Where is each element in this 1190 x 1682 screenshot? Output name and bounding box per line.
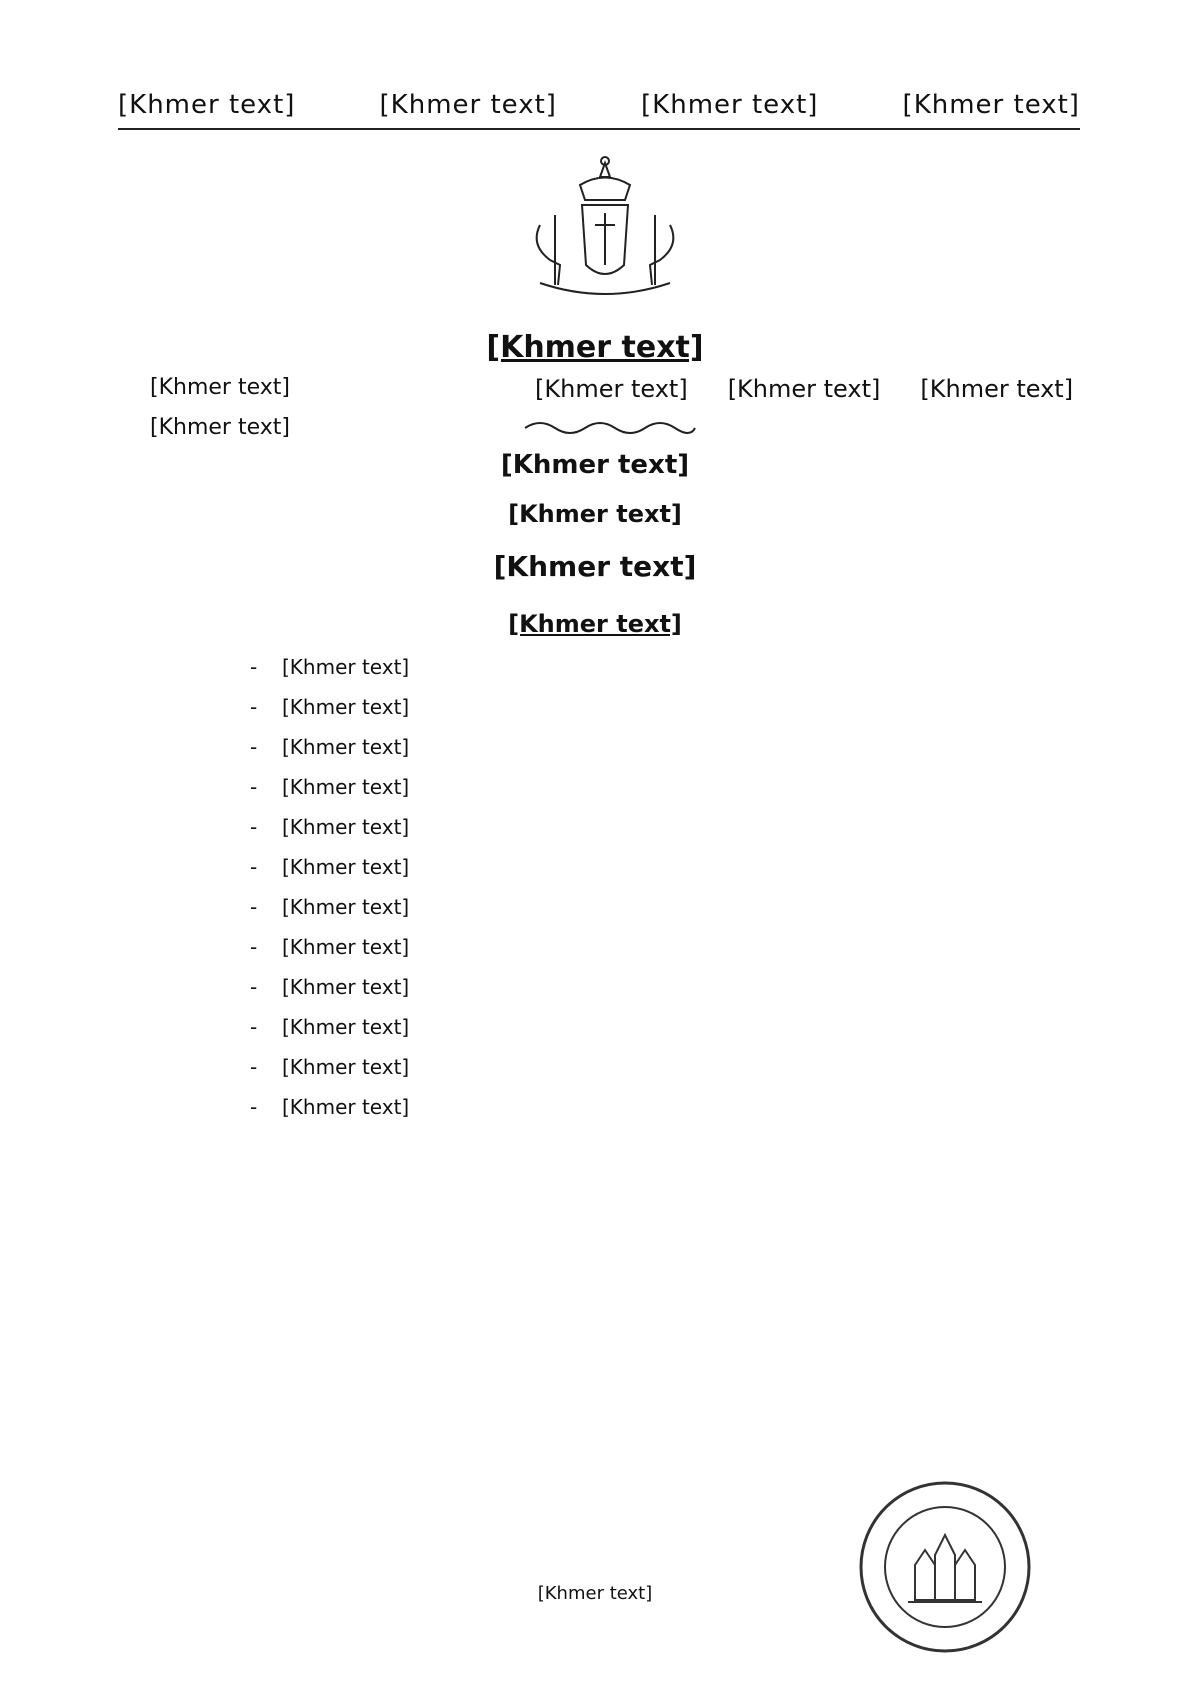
list-item: - [Khmer text] [250, 695, 410, 719]
list-item: - [Khmer text] [250, 855, 410, 879]
gazette-week: [Khmer text] [379, 90, 557, 120]
kingdom-title: [Khmer text] [486, 330, 704, 365]
issuer-block [150, 375, 290, 455]
list-item: - [Khmer text] [250, 815, 410, 839]
list-item: - [Khmer text] [250, 655, 410, 679]
government-name: [Khmer text] [150, 375, 290, 400]
reference-number: [Khmer text] [150, 415, 290, 440]
motto-king: [Khmer text] [920, 375, 1074, 403]
motto-religion: [Khmer text] [727, 375, 881, 403]
national-motto [535, 375, 1073, 403]
decree-title: [Khmer text] [493, 550, 697, 583]
decree-type: [Khmer text] [500, 450, 690, 480]
list-item: - [Khmer text] [250, 1015, 410, 1039]
flourish-divider-icon [520, 418, 700, 438]
gazette-year-issue: [Khmer text] [118, 90, 296, 120]
list-item: - [Khmer text] [250, 1055, 410, 1079]
gazette-date: [Khmer text] [641, 90, 819, 120]
preamble-list [250, 650, 1010, 1130]
list-item: - [Khmer text] [250, 1095, 410, 1119]
list-item: - [Khmer text] [250, 935, 410, 959]
royal-arms-emblem-icon [520, 155, 690, 305]
list-item: - [Khmer text] [250, 895, 410, 919]
decree-issuer: [Khmer text] [508, 610, 682, 638]
motto-nation: [Khmer text] [535, 375, 688, 403]
list-item: - [Khmer text] [250, 775, 410, 799]
decree-about-label: [Khmer text] [508, 500, 682, 528]
gazette-running-head [118, 70, 1080, 130]
list-item: - [Khmer text] [250, 735, 410, 759]
gazette-page: [Khmer text] [902, 90, 1080, 120]
official-seal-icon [858, 1480, 1033, 1655]
list-item: - [Khmer text] [250, 975, 410, 999]
page-number: [Khmer text] [537, 1583, 653, 1604]
